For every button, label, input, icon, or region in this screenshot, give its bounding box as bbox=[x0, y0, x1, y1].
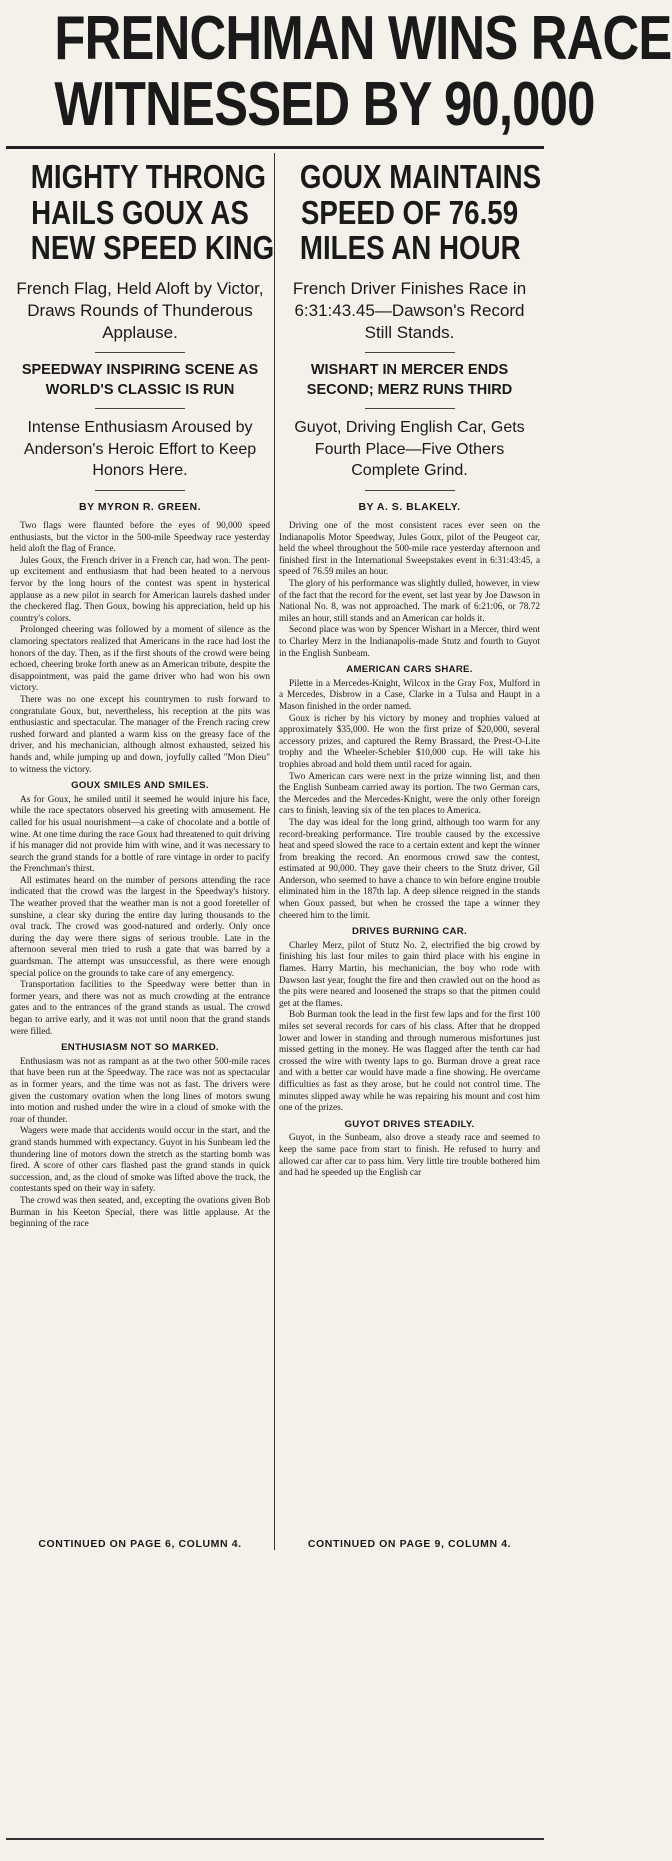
right-column bbox=[275, 153, 544, 1550]
bottom-rule bbox=[6, 1838, 544, 1840]
left-subhead-2: ENTHUSIASM NOT SO MARKED. bbox=[61, 1042, 219, 1054]
left-article-body bbox=[10, 521, 270, 1534]
right-paragraph: The glory of his performance was slightly dulled, however, in view of the fact that the record for the event, set last year by Joe Dawson in National No. 8, was not approached. The mark of 6:21:06, or 78.72 miles an hour, still stands and an American car holds it. bbox=[279, 579, 540, 624]
left-deck-1: French Flag, Held Aloft by Victor, Draws Rounds of Thunderous Applause. bbox=[16, 278, 264, 343]
left-deck-2: SPEEDWAY INSPIRING SCENE AS WORLD'S CLASSIC IS RUN bbox=[21, 362, 259, 398]
left-headline-line-2: HAILS GOUX AS bbox=[31, 193, 249, 231]
right-paragraph: Driving one of the most consistent races ever seen on the Indianapolis Motor Speedway, Jules Goux, pilot of the Peugeot car, held the wheel throughout the 500-mile race yesterday afternoon and finished first in the International Sweepstakes event in 6:31:43:45, a speed of 76.59 miles an hour. bbox=[279, 521, 540, 578]
left-continued-link[interactable]: CONTINUED ON PAGE 6, COLUMN 4. bbox=[38, 1538, 242, 1551]
right-headline bbox=[299, 158, 542, 267]
left-paragraph: All estimates heard on the number of persons attending the race indicated that the crowd was the largest in the Speedway's history. The weather proved that the weather man is not a good foreteller of sunshine, a clear sky during the entire day luring thousands to the oval track. The crowd was good-natured and orderly. Only once during the day were there signs of serious trouble. Late in the afternoon several men tried to rush a gate that was barred by a guardsman. The attempt was unsuccessful, as there were enough special police on the grounds to take care of any emergency. bbox=[10, 875, 270, 979]
right-paragraph: Two American cars were next in the prize winning list, and then the English Sunbeam carried away its portion. The two German cars, the Mercedes and the Mercedes-Knight, were the only other foreign cars to finish, leaving six of the ten places to America. bbox=[279, 771, 540, 817]
right-divider-3 bbox=[365, 490, 455, 491]
left-headline-line-3: NEW SPEED KING bbox=[30, 229, 275, 267]
left-divider-2 bbox=[95, 408, 185, 409]
right-paragraph: Second place was won by Spencer Wishart in a Mercer, third went to Charley Merz in the Indianapolis-made Stutz and fourth to Guyot in the English Sunbeam. bbox=[279, 625, 540, 659]
left-headline-line-1: MIGHTY THRONG bbox=[30, 158, 266, 195]
right-byline: BY A. S. BLAKELY. bbox=[358, 501, 461, 514]
left-paragraph: Jules Goux, the French driver in a French car, had won. The pent-up excitement and enthusiasm that had been heated to a nervous fervor by the long hours of the contest was spent in hysterical applause as a new pilot in search for American laurels dashed under the checkered flag. Then Goux, bowing his appreciation, held up his country's colors. bbox=[10, 555, 270, 624]
right-subhead-2: DRIVES BURNING CAR. bbox=[352, 926, 467, 938]
left-paragraph: Wagers were made that accidents would occur in the start, and the grand stands hummed with expectancy. Guyot in his Sunbeam led the thundering line of motors down the stretch as the starting bomb was fired. A score of other cars flashed past the grand stands in quick succession, and, as the cloud of smoke was lifted above the track, the contestants sped on their way in safety. bbox=[10, 1126, 270, 1195]
right-headline-line-2: SPEED OF 76.59 bbox=[300, 193, 519, 231]
right-paragraph: Guyot, in the Sunbeam, also drove a steady race and seemed to keep the same pace from start to finish. He refused to hurry and allowed car after car to pass him. Very little tire trouble bothered him and had he speeded up the English car bbox=[279, 1133, 540, 1179]
left-column bbox=[6, 153, 275, 1550]
right-continued-link[interactable]: CONTINUED ON PAGE 9, COLUMN 4. bbox=[307, 1538, 512, 1551]
right-paragraph: Pilette in a Mercedes-Knight, Wilcox in the Gray Fox, Mulford in a Mercedes, Disbrow in a Case, Clarke in a Tulsa and Haupt in a Mason finished in the order named. bbox=[279, 678, 540, 712]
right-paragraph: Goux is richer by his victory by money and trophies valued at approximately $35,000. He won the first prize of $20,000, several accessory prizes, and captured the Remy Brassard, the Prest-O-Lite trophy and the Wheeler-Schebler $10,000 cup. He will take his trophies abroad and hold them until raced for again. bbox=[279, 713, 540, 770]
right-divider-1 bbox=[365, 352, 455, 353]
left-deck-3: Intense Enthusiasm Aroused by Anderson's Heroic Effort to Keep Honors Here. bbox=[23, 419, 257, 480]
right-headline-line-1: GOUX MAINTAINS bbox=[299, 158, 542, 195]
left-paragraph: Enthusiasm was not as rampant as at the two other 500-mile races that have been run at the Speedway. The race was not as spectacular as in former years, and the time was not as fast. The drivers were given the customary ovation when the long lines of motors swung into motion and rushed under the wire in a cloud of smoke with the roar of thunder. bbox=[10, 1056, 270, 1125]
left-paragraph: Two flags were flaunted before the eyes of 90,000 speed enthusiasts, but the victor in the 500-mile Speedway race yesterday held aloft the flag of France. bbox=[10, 521, 270, 555]
banner-headline-line-2: WITNESSED BY 90,000 bbox=[54, 70, 595, 139]
left-paragraph: There was no one except his countrymen to rush forward to congratulate Goux, but, nevertheless, his reception at the pits was enthusiastic and spectacular. The manager of the French racing crew rushed forward and planted a warm kiss on the greasy face of the driver, and his mechanician, although almost exhausted, seized his hands and, while jumping up and down, joyfully called "Mon Dieu" to witness the victory. bbox=[10, 694, 270, 775]
banner-rule bbox=[6, 146, 544, 149]
right-article-body bbox=[279, 521, 540, 1534]
article-columns bbox=[6, 153, 544, 1550]
left-paragraph: Prolonged cheering was followed by a moment of silence as the clamoring spectators realized that Americans in the race had lost the honors of the day. Then, as if the first shouts of the crowd were being echoed, cheering broke forth anew as an American tribute, despite the disappointment, was paid the game driver who had won his own victory. bbox=[10, 625, 270, 694]
left-headline bbox=[30, 158, 275, 267]
right-deck-2: WISHART IN MERCER ENDS SECOND; MERZ RUNS THIRD bbox=[306, 362, 513, 398]
left-divider-1 bbox=[95, 352, 185, 353]
banner-headline-line-1: FRENCHMAN WINS RACE bbox=[54, 4, 672, 73]
right-subhead-1: AMERICAN CARS SHARE. bbox=[346, 664, 473, 676]
left-divider-3 bbox=[95, 490, 185, 491]
left-paragraph: As for Goux, he smiled until it seemed he would injure his face, while the race spectators observed his greeting with amusement. He called for his usual nourishment—a cake of chocolate and a bottle of wine. At one time during the race Goux had threatened to quit driving if his manager did not provide him with wine, and it was necessary to search the grand stands for a bottle of rare vintage in order to pacify the Frenchman's thirst. bbox=[10, 794, 270, 875]
right-headline-line-3: MILES AN HOUR bbox=[299, 229, 521, 267]
left-paragraph: Transportation facilities to the Speedway were better than in former years, and there was not as much crowding at the entrance gates and to the entrances of the grand stands as usual. The crowd began to arrive early, and it was not until noon that the grand stands were filled. bbox=[10, 980, 270, 1037]
left-byline: BY MYRON R. GREEN. bbox=[79, 501, 201, 514]
right-divider-2 bbox=[365, 408, 455, 409]
right-paragraph: The day was ideal for the long grind, although too warm for any record-breaking performance. Tire trouble caused by the excessive heat and speed slowed the race to a certain extent and kept the winner from breaking the record. An enormous crowd saw the contest, estimated at 90,000. They gave their cheers to the Stutz driver, Gil Anderson, who seemed to have a chance to win before engine trouble eliminated him in the 187th lap. A deep silence reigned in the stands when Goux passed, but when he crossed the tape a winner they cheered him to the limit. bbox=[279, 817, 540, 921]
right-subhead-3: GUYOT DRIVES STEADILY. bbox=[344, 1118, 475, 1130]
left-paragraph: The crowd was then seated, and, excepting the ovations given Bob Burman in his Keeton Special, there was little applause. At the beginning of the race bbox=[10, 1195, 270, 1230]
right-paragraph: Bob Burman took the lead in the first few laps and for the first 100 miles set several records for cars of his class. After that he dropped lower and lower in standing and through numerous misfortunes just missed getting in the money. He was flagged after the tenth car had crossed the wire with twenty laps to go. Burman drove a great race and with a better car would have made a fine showing. He overcame difficulties as fast as they arose, but he could not control time. The minutes slipped away while he was repairing his mount and cost him one of the prizes. bbox=[279, 1010, 540, 1114]
right-paragraph: Charley Merz, pilot of Stutz No. 2, electrified the big crowd by finishing his last four miles to gain third place with his engine in flames. Harry Martin, his mechanician, the boy who rode with Dawson last year, fought the fire and then crawled out on the hood as the pits were neared and loosened the straps so that the pitmen could get at the flames. bbox=[279, 940, 540, 1009]
right-deck-3: Guyot, Driving English Car, Gets Fourth Place—Five Others Complete Grind. bbox=[294, 419, 525, 480]
right-deck-1: French Driver Finishes Race in 6:31:43.45—Dawson's Record Still Stands. bbox=[292, 278, 527, 343]
left-subhead-1: GOUX SMILES AND SMILES. bbox=[71, 780, 209, 792]
